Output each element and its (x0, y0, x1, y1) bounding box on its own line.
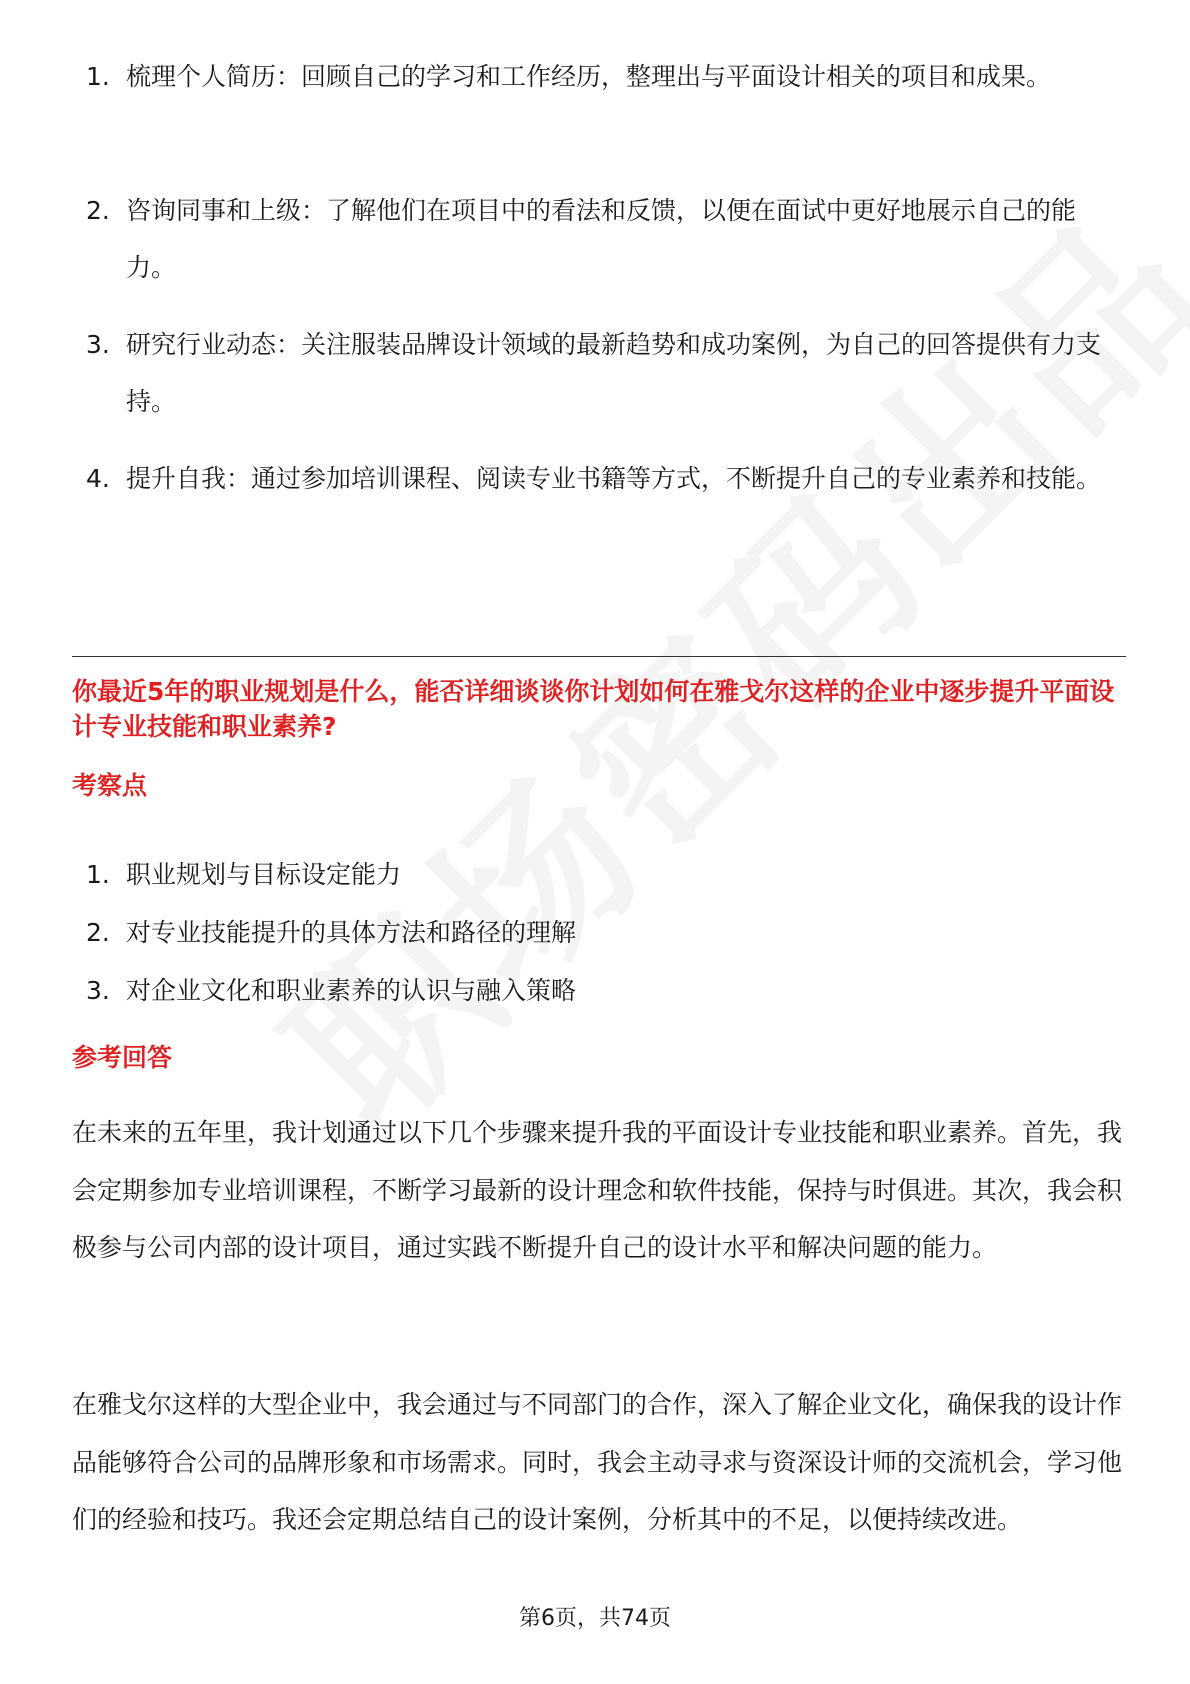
list-text: 研究行业动态：关注服装品牌设计领域的最新趋势和成功案例，为自己的回答提供有力支持。 (126, 330, 1102, 416)
list-item (86, 316, 1116, 430)
list-text: 梳理个人简历：回顾自己的学习和工作经历，整理出与平面设计相关的项目和成果。 (126, 62, 1052, 91)
list-item (86, 450, 1116, 507)
list-text: 职业规划与目标设定能力 (126, 860, 402, 889)
answer-paragraph-2: 在雅戈尔这样的大型企业中，我会通过与不同部门的合作，深入了解企业文化，确保我的设计作品能够符合公司的品牌形象和市场需求。同时，我会主动寻求与资深设计师的交流机会，学习他们的经验和技巧。我还会定期总结自己的设计案例，分析其中的不足，以便持续改进。 (72, 1390, 1123, 1534)
interview-question: 你最近5年的职业规划是什么，能否详细谈谈你计划如何在雅戈尔这样的企业中逐步提升平面设计专业技能和职业素养? (72, 677, 1115, 741)
answer-title: 参考回答 (72, 1043, 173, 1072)
prep-list-3 (86, 316, 1116, 430)
list-text: 对企业文化和职业素养的认识与融入策略 (126, 976, 577, 1005)
list-text: 提升自我：通过参加培训课程、阅读专业书籍等方式，不断提升自己的专业素养和技能。 (126, 464, 1102, 493)
list-item (86, 962, 1086, 1020)
points-list (86, 846, 1086, 1020)
list-item (86, 904, 1086, 962)
list-number: 3. (86, 976, 110, 1005)
list-number: 4. (86, 464, 110, 493)
list-item (86, 182, 1116, 296)
list-number: 1. (86, 62, 110, 91)
list-text: 咨询同事和上级：了解他们在项目中的看法和反馈，以便在面试中更好地展示自己的能力。 (126, 196, 1077, 282)
prep-list-2 (86, 182, 1116, 296)
list-number: 3. (86, 330, 110, 359)
page-footer: 第6页，共74页 (519, 1606, 671, 1631)
list-number: 1. (86, 860, 110, 889)
prep-list (86, 48, 1116, 105)
answer-paragraph-1: 在未来的五年里，我计划通过以下几个步骤来提升我的平面设计专业技能和职业素养。首先，我会定期参加专业培训课程，不断学习最新的设计理念和软件技能，保持与时俱进。其次，我会积极参与公司内部的设计项目，通过实践不断提升自己的设计水平和解决问题的能力。 (72, 1118, 1123, 1262)
points-title: 考察点 (72, 771, 148, 800)
list-item (86, 48, 1116, 105)
list-item (86, 846, 1086, 904)
list-number: 2. (86, 196, 110, 225)
list-text: 对专业技能提升的具体方法和路径的理解 (126, 918, 577, 947)
list-number: 2. (86, 918, 110, 947)
prep-list-4 (86, 450, 1116, 507)
section-divider (72, 656, 1126, 657)
